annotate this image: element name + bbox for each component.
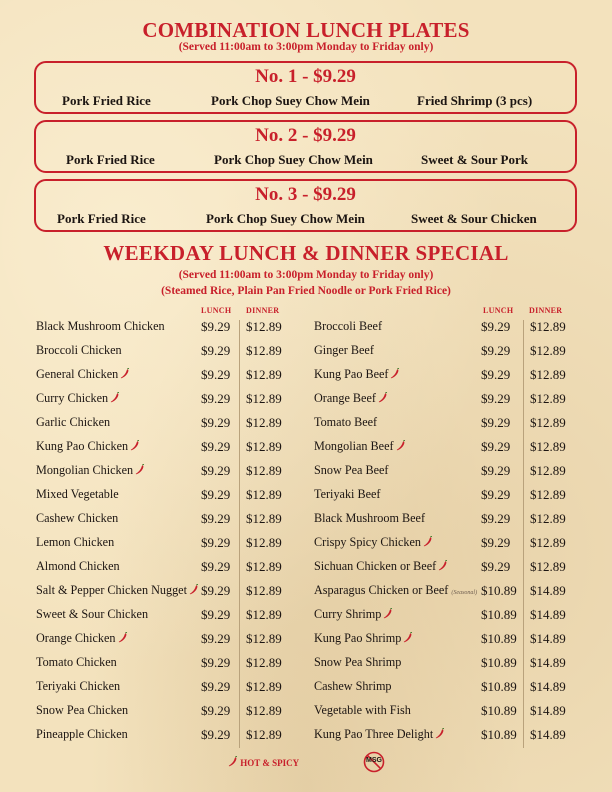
chili-pepper-icon <box>378 392 388 403</box>
lunch-price: $9.29 <box>201 343 231 358</box>
combo-title: No. 3 - $9.29 <box>255 184 356 205</box>
lunch-price: $9.29 <box>201 511 231 526</box>
menu-item-name: Snow Pea Chicken <box>36 703 129 717</box>
menu-item-row <box>36 487 306 507</box>
menu-item-name: Mixed Vegetable <box>36 487 119 501</box>
lunch-price: $10.89 <box>481 679 517 694</box>
combo-title: No. 2 - $9.29 <box>255 125 356 146</box>
hot-spicy-label: HOT & SPICY <box>240 758 300 768</box>
dinner-price: $12.89 <box>530 367 566 382</box>
combo-item: Pork Chop Suey Chow Mein <box>211 93 370 108</box>
menu-item-name: Cashew Shrimp <box>314 679 392 693</box>
menu-item-row <box>314 439 590 459</box>
menu-item-row <box>36 391 306 411</box>
chili-pepper-icon <box>110 392 120 403</box>
lunch-price: $9.29 <box>201 535 231 550</box>
dinner-price: $14.89 <box>530 703 566 718</box>
menu-item-name: Curry Chicken <box>36 391 120 406</box>
menu-item-row <box>314 583 590 603</box>
menu-item-name: Tomato Beef <box>314 415 378 429</box>
dinner-price: $12.89 <box>246 343 282 358</box>
menu-item-name: Crispy Spicy Chicken <box>314 535 433 550</box>
page-title: COMBINATION LUNCH PLATES <box>142 18 470 42</box>
menu-item-name: Ginger Beef <box>314 343 374 357</box>
menu-item-name: Black Mushroom Beef <box>314 511 426 525</box>
menu-item-row <box>36 463 306 483</box>
chili-pepper-icon <box>130 440 140 451</box>
dinner-price: $12.89 <box>530 343 566 358</box>
menu-item-name: Mongolian Chicken <box>36 463 145 478</box>
menu-item-name: General Chicken <box>36 367 130 382</box>
menu-item-row <box>314 679 590 699</box>
menu-item-row <box>314 703 590 723</box>
menu-item-name: Kung Pao Shrimp <box>314 631 413 646</box>
dinner-price: $12.89 <box>530 463 566 478</box>
lunch-price: $9.29 <box>201 679 231 694</box>
dinner-price: $14.89 <box>530 727 566 742</box>
menu-item-name: Teriyaki Chicken <box>36 679 121 693</box>
chili-pepper-icon <box>189 584 199 595</box>
menu-item-name: Asparagus Chicken or Beef (Seasonal) <box>314 583 478 597</box>
menu-item-name: Orange Chicken <box>36 631 128 646</box>
menu-item-row <box>314 319 590 339</box>
dinner-price: $12.89 <box>246 367 282 382</box>
dinner-price: $12.89 <box>246 319 282 334</box>
menu-item-name: Pineapple Chicken <box>36 727 128 741</box>
dinner-price: $12.89 <box>530 511 566 526</box>
chili-pepper-icon <box>403 632 413 643</box>
menu-item-row <box>314 655 590 675</box>
hot-spicy-legend <box>226 756 299 768</box>
seasonal-note: (Seasonal) <box>451 590 478 596</box>
dinner-price: $12.89 <box>530 319 566 334</box>
menu-item-name: Vegetable with Fish <box>314 703 411 717</box>
lunch-price: $10.89 <box>481 607 517 622</box>
lunch-price: $9.29 <box>201 703 231 718</box>
lunch-price: $9.29 <box>201 415 231 430</box>
menu-item-name: Almond Chicken <box>36 559 120 573</box>
menu-item-row <box>314 415 590 435</box>
combo-item: Pork Fried Rice <box>66 152 155 167</box>
menu-item-row <box>36 655 306 675</box>
dinner-price: $12.89 <box>530 415 566 430</box>
lunch-price: $9.29 <box>201 583 231 598</box>
lunch-price: $9.29 <box>481 559 511 574</box>
lunch-price: $10.89 <box>481 727 517 742</box>
combo-box-3 <box>34 179 577 232</box>
chili-pepper-icon <box>435 728 445 739</box>
combo-item: Pork Fried Rice <box>57 211 146 226</box>
menu-item-name: Kung Pao Beef <box>314 367 400 382</box>
chili-pepper-icon <box>423 536 433 547</box>
lunch-price: $9.29 <box>201 727 231 742</box>
menu-item-row <box>314 367 590 387</box>
menu-item-row <box>36 415 306 435</box>
lunch-price: $9.29 <box>481 367 511 382</box>
combo-item: Pork Chop Suey Chow Mein <box>206 211 365 226</box>
menu-item-name: Salt & Pepper Chicken Nugget <box>36 583 199 598</box>
menu-item-row <box>36 727 306 747</box>
menu-item-row <box>314 559 590 579</box>
chili-pepper-icon <box>390 368 400 379</box>
menu-item-name: Garlic Chicken <box>36 415 111 429</box>
dinner-price: $12.89 <box>246 655 282 670</box>
menu-item-row <box>36 607 306 627</box>
lunch-price: $9.29 <box>481 415 511 430</box>
lunch-price: $10.89 <box>481 655 517 670</box>
menu-item-name: Cashew Chicken <box>36 511 119 525</box>
lunch-price: $9.29 <box>481 511 511 526</box>
lunch-price: $9.29 <box>201 631 231 646</box>
lunch-price: $9.29 <box>201 391 231 406</box>
combo-item: Sweet & Sour Chicken <box>411 211 537 226</box>
lunch-price: $9.29 <box>201 319 231 334</box>
menu-item-name: Sichuan Chicken or Beef <box>314 559 448 574</box>
chili-pepper-icon <box>120 368 130 379</box>
lunch-price: $9.29 <box>201 367 231 382</box>
menu-item-row <box>36 439 306 459</box>
dinner-price: $12.89 <box>246 535 282 550</box>
dinner-price: $12.89 <box>246 439 282 454</box>
lunch-price: $9.29 <box>481 319 511 334</box>
menu-item-row <box>314 631 590 651</box>
combo-title: No. 1 - $9.29 <box>255 66 356 87</box>
lunch-price: $10.89 <box>481 703 517 718</box>
dinner-price: $14.89 <box>530 655 566 670</box>
menu-item-name: Broccoli Chicken <box>36 343 122 357</box>
menu-item-row <box>36 535 306 555</box>
dinner-price: $12.89 <box>246 415 282 430</box>
menu-item-name: Lemon Chicken <box>36 535 115 549</box>
dinner-price: $12.89 <box>530 487 566 502</box>
dinner-header: DINNER <box>246 306 280 315</box>
lunch-price: $9.29 <box>481 463 511 478</box>
dinner-price: $12.89 <box>246 703 282 718</box>
dinner-price: $12.89 <box>246 679 282 694</box>
chili-pepper-icon <box>118 632 128 643</box>
lunch-price: $10.89 <box>481 631 517 646</box>
dinner-price: $12.89 <box>246 487 282 502</box>
chili-pepper-icon <box>135 464 145 475</box>
combo-item: Fried Shrimp (3 pcs) <box>417 93 533 108</box>
dinner-price: $14.89 <box>530 607 566 622</box>
lunch-price: $9.29 <box>201 487 231 502</box>
menu-item-name: Black Mushroom Chicken <box>36 319 165 333</box>
dinner-price: $14.89 <box>530 583 566 598</box>
menu-item-name: Teriyaki Beef <box>314 487 381 501</box>
dinner-price: $12.89 <box>246 391 282 406</box>
menu-item-row <box>36 319 306 339</box>
menu-item-row <box>36 679 306 699</box>
menu-item-row <box>36 511 306 531</box>
lunch-price: $9.29 <box>201 463 231 478</box>
dinner-header: DINNER <box>529 306 563 315</box>
menu-item-name: Curry Shrimp <box>314 607 393 622</box>
combo-item: Pork Fried Rice <box>62 93 151 108</box>
menu-item-name: Kung Pao Chicken <box>36 439 140 454</box>
special-subtitle: (Served 11:00am to 3:00pm Monday to Friday only) <box>178 269 434 281</box>
combo-box-2 <box>34 120 577 173</box>
menu-item-row <box>314 487 590 507</box>
msg-text: MSG <box>366 757 382 764</box>
dinner-price: $12.89 <box>530 391 566 406</box>
lunch-price: $9.29 <box>481 487 511 502</box>
lunch-price: $9.29 <box>201 439 231 454</box>
special-title: WEEKDAY LUNCH & DINNER SPECIAL <box>103 241 509 265</box>
dinner-price: $12.89 <box>530 559 566 574</box>
menu-item-row <box>36 343 306 363</box>
dinner-price: $12.89 <box>246 511 282 526</box>
menu-item-row <box>36 703 306 723</box>
menu-item-row <box>314 463 590 483</box>
menu-item-row <box>314 391 590 411</box>
lunch-price: $9.29 <box>481 343 511 358</box>
menu-item-row <box>36 559 306 579</box>
dinner-price: $12.89 <box>246 727 282 742</box>
lunch-price: $9.29 <box>481 391 511 406</box>
combo-item: Pork Chop Suey Chow Mein <box>214 152 373 167</box>
menu-item-row <box>314 727 590 747</box>
lunch-price: $9.29 <box>201 655 231 670</box>
lunch-price: $9.29 <box>201 607 231 622</box>
dinner-price: $12.89 <box>246 583 282 598</box>
dinner-price: $12.89 <box>246 607 282 622</box>
special-subtitle-sides: (Steamed Rice, Plain Pan Fried Noodle or Pork Fried Rice) <box>161 285 451 297</box>
lunch-price: $9.29 <box>201 559 231 574</box>
chili-pepper-icon <box>438 560 448 571</box>
menu-item-name: Snow Pea Shrimp <box>314 655 402 669</box>
menu-item-row <box>314 343 590 363</box>
dinner-price: $12.89 <box>530 439 566 454</box>
menu-item-row <box>314 535 590 555</box>
combo-item: Sweet & Sour Pork <box>421 152 529 167</box>
chili-pepper-icon <box>383 608 393 619</box>
chili-pepper-icon <box>228 756 238 767</box>
dinner-price: $12.89 <box>530 535 566 550</box>
lunch-header: LUNCH <box>483 306 514 315</box>
menu-item-name: Orange Beef <box>314 391 388 406</box>
menu-item-name: Sweet & Sour Chicken <box>36 607 149 621</box>
menu-item-name: Broccoli Beef <box>314 319 383 333</box>
menu-item-row <box>314 511 590 531</box>
dinner-price: $14.89 <box>530 679 566 694</box>
lunch-header: LUNCH <box>201 306 232 315</box>
lunch-price: $10.89 <box>481 583 517 598</box>
dinner-price: $12.89 <box>246 559 282 574</box>
lunch-price: $9.29 <box>481 439 511 454</box>
menu-item-name: Mongolian Beef <box>314 439 406 454</box>
dinner-price: $12.89 <box>246 631 282 646</box>
dinner-price: $12.89 <box>246 463 282 478</box>
menu-item-name: Snow Pea Beef <box>314 463 389 477</box>
menu-item-row <box>36 631 306 651</box>
menu-item-row <box>36 583 306 603</box>
menu-item-name: Tomato Chicken <box>36 655 117 669</box>
combo-box-1 <box>34 61 577 114</box>
lunch-price: $9.29 <box>481 535 511 550</box>
menu-item-row <box>314 607 590 627</box>
menu-item-row <box>36 367 306 387</box>
dinner-price: $14.89 <box>530 631 566 646</box>
menu-item-name: Kung Pao Three Delight <box>314 727 445 742</box>
no-msg-icon <box>363 751 385 773</box>
page-subtitle: (Served 11:00am to 3:00pm Monday to Friday only) <box>178 41 434 53</box>
chili-pepper-icon <box>396 440 406 451</box>
